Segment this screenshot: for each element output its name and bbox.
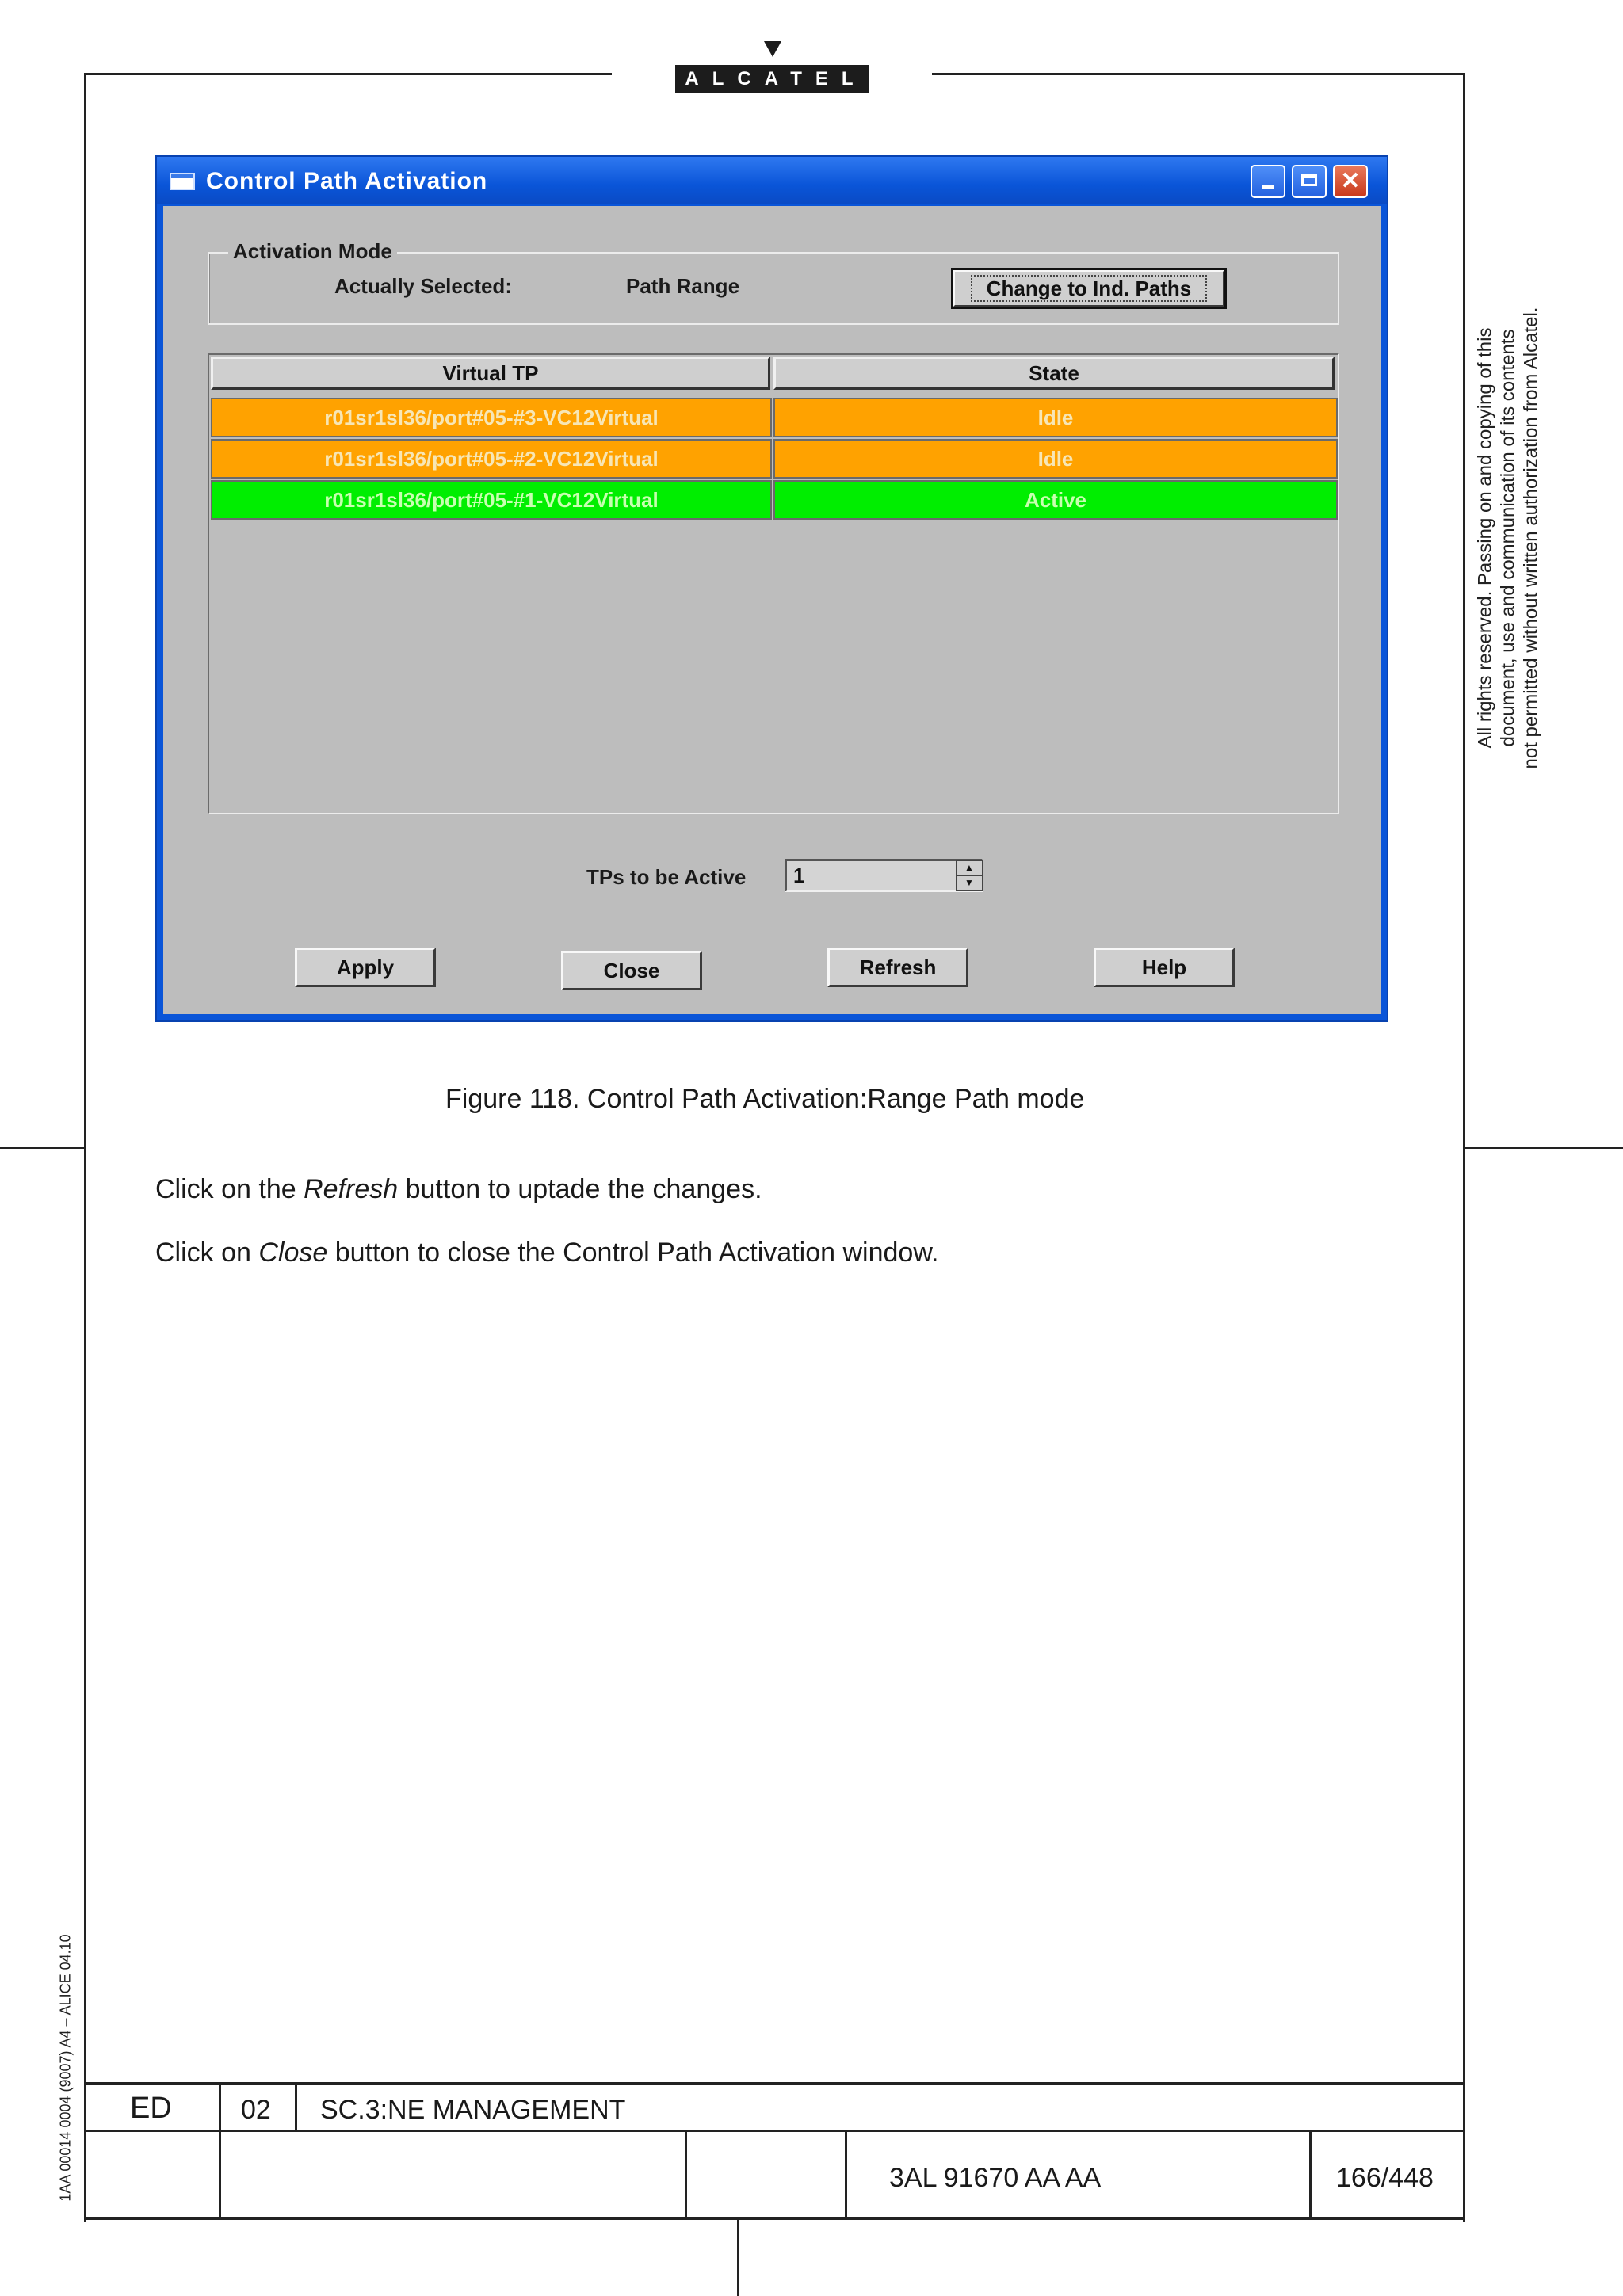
section-title: SC.3:NE MANAGEMENT xyxy=(320,2095,626,2125)
refresh-button[interactable]: Refresh xyxy=(827,948,968,987)
frame-top-right xyxy=(932,73,1465,75)
maximize-icon[interactable] xyxy=(1292,165,1327,198)
footer-divider xyxy=(295,2082,297,2131)
edition-label: ED xyxy=(130,2092,172,2125)
spinner-up-icon[interactable]: ▲ xyxy=(956,860,983,875)
virtual-tp-cell: r01sr1sl36/port#05-#3-VC12Virtual xyxy=(211,398,772,437)
instruction-close-pre: Click on xyxy=(155,1238,259,1268)
state-cell: Idle xyxy=(773,398,1338,437)
actually-selected-value: Path Range xyxy=(626,274,740,298)
apply-button[interactable]: Apply xyxy=(295,948,436,987)
close-window-icon[interactable]: ✕ xyxy=(1333,165,1368,198)
virtual-tp-table xyxy=(208,353,1339,814)
logo-triangle-icon xyxy=(764,41,781,57)
form-code-text: 1AA 00014 0004 (9007) A4 – ALICE 04.10 xyxy=(57,1934,74,2202)
state-cell: Idle xyxy=(773,439,1338,479)
help-button[interactable]: Help xyxy=(1094,948,1235,987)
state-cell: Active xyxy=(773,480,1338,520)
copyright-line-3: not permitted without written authorization from Alcatel. xyxy=(1520,307,1542,769)
margin-tick-left xyxy=(0,1147,84,1149)
change-to-ind-paths-label: Change to Ind. Paths xyxy=(971,275,1208,302)
footer-stub xyxy=(737,2220,739,2296)
actually-selected-label: Actually Selected: xyxy=(334,274,512,298)
footer-divider xyxy=(219,2082,221,2218)
footer-top-border xyxy=(84,2082,1465,2085)
instruction-refresh-emph: Refresh xyxy=(304,1174,399,1204)
figure-caption: Figure 118. Control Path Activation:Range Path mode xyxy=(445,1084,1085,1114)
frame-top-left xyxy=(84,73,612,75)
alcatel-logo: ALCATEL xyxy=(675,65,869,93)
spinner-down-icon[interactable]: ▼ xyxy=(956,875,983,891)
footer-bottom-border xyxy=(84,2217,1465,2220)
edition-value: 02 xyxy=(241,2095,271,2125)
window-icon xyxy=(170,173,195,190)
dialog-client-area xyxy=(163,206,1381,1014)
footer-mid-border xyxy=(84,2130,1465,2132)
frame-left xyxy=(84,73,86,2222)
tps-to-be-active-label: TPs to be Active xyxy=(586,865,747,889)
table-row[interactable] xyxy=(211,398,1336,439)
instruction-refresh-pre: Click on the xyxy=(155,1174,304,1204)
form-code xyxy=(54,1909,78,2226)
tps-to-be-active-input[interactable]: 1 xyxy=(785,859,983,892)
instruction-close-emph: Close xyxy=(258,1238,328,1268)
table-row[interactable] xyxy=(211,439,1336,480)
column-header-state[interactable]: State xyxy=(773,357,1335,390)
document-code: 3AL 91670 AA AA xyxy=(889,2163,1102,2193)
virtual-tp-cell: r01sr1sl36/port#05-#2-VC12Virtual xyxy=(211,439,772,479)
control-path-activation-window xyxy=(155,155,1388,1022)
change-to-ind-paths-button[interactable] xyxy=(953,269,1225,307)
instruction-close-post: button to close the Control Path Activation window. xyxy=(327,1238,939,1268)
tps-spinner xyxy=(956,860,983,891)
page-number: 166/448 xyxy=(1336,2163,1434,2193)
instruction-close xyxy=(155,1238,938,1268)
activation-mode-legend: Activation Mode xyxy=(228,239,397,264)
title-bar[interactable] xyxy=(157,157,1387,204)
margin-tick-right xyxy=(1465,1147,1623,1149)
footer-divider xyxy=(685,2130,687,2218)
window-title: Control Path Activation xyxy=(206,168,488,194)
instruction-refresh xyxy=(155,1174,762,1205)
close-button[interactable]: Close xyxy=(561,951,702,990)
footer-divider xyxy=(1309,2130,1312,2218)
minimize-icon[interactable] xyxy=(1251,165,1285,198)
column-header-virtual-tp[interactable]: Virtual TP xyxy=(211,357,770,390)
footer-divider xyxy=(845,2130,847,2218)
copyright-line-2: document, use and communication of its contents xyxy=(1497,329,1519,747)
instruction-refresh-post: button to uptade the changes. xyxy=(398,1174,762,1204)
table-row[interactable] xyxy=(211,480,1336,521)
virtual-tp-cell: r01sr1sl36/port#05-#1-VC12Virtual xyxy=(211,480,772,520)
copyright-line-1: All rights reserved. Passing on and copying of this xyxy=(1474,327,1496,749)
copyright-notice xyxy=(1474,273,1542,803)
